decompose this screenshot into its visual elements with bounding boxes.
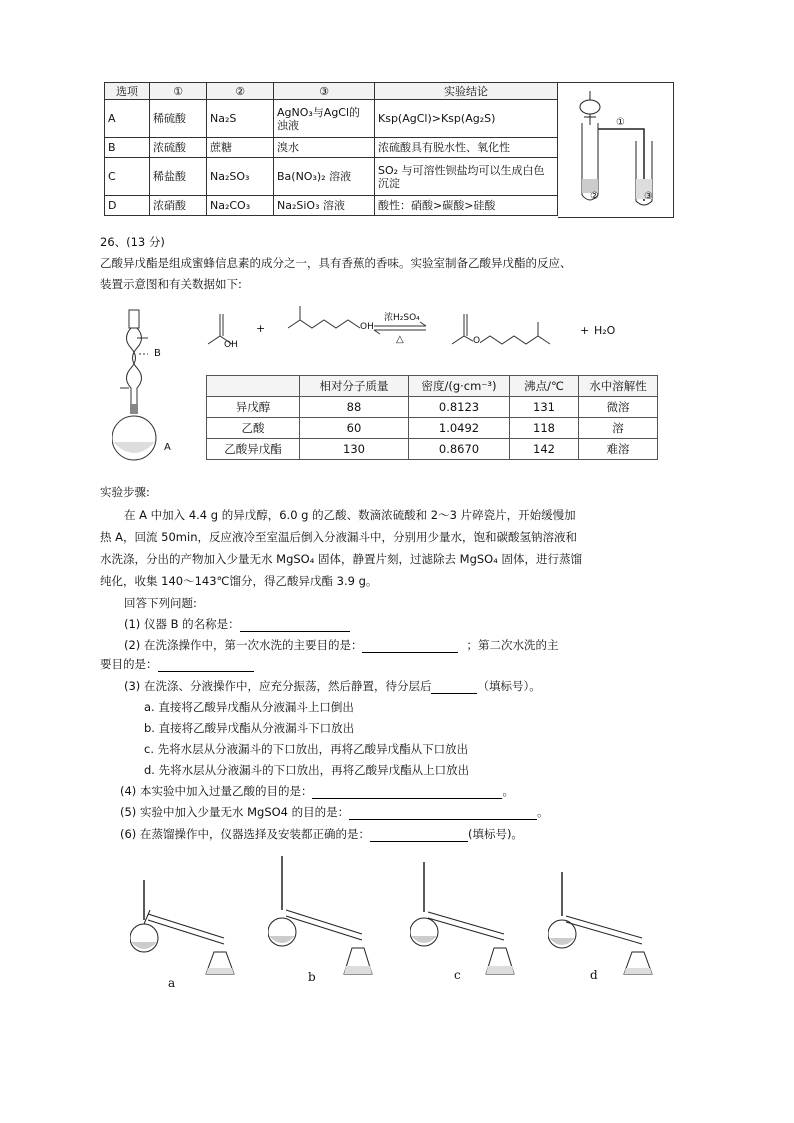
question-2-text-b: ；第二次水洗的主 (466, 638, 559, 652)
table2-cell: 1.0492 (409, 418, 510, 439)
table1-cell: 稀硫酸 (150, 100, 207, 138)
table2-cell: 130 (300, 439, 409, 460)
table1-cell: B (105, 138, 150, 158)
table2-cell: 微溶 (579, 397, 658, 418)
table1-cell: Na₂SO₃ (207, 158, 274, 196)
reflux-apparatus-figure (112, 308, 171, 468)
answer-blank-5[interactable] (349, 807, 537, 820)
question-6-text: (6) 在蒸馏操作中，仪器选择及安装都正确的是： (120, 827, 370, 841)
answer-blank-2b[interactable] (158, 659, 254, 672)
question-3-text: (3) 在洗涤、分液操作中，应充分振荡，然后静置，待分层后 (124, 679, 432, 693)
table2-cell: 60 (300, 418, 409, 439)
question-5-tail: 。 (537, 805, 549, 819)
table1-cell: Ba(NO₃)₂ 溶液 (274, 158, 375, 196)
distillation-option-d-figure (548, 872, 658, 980)
plus-sign-2: + (580, 324, 590, 337)
oh-label-2: OH (360, 322, 374, 332)
distillation-option-b-figure (268, 856, 378, 984)
answer-blank-4[interactable] (312, 786, 502, 799)
question-6-tail: (填标号)。 (467, 827, 523, 841)
distillation-option-a-figure (130, 880, 240, 990)
table1-cell: Na₂CO₃ (207, 196, 274, 216)
distillation-option-c-figure (410, 862, 520, 980)
ester-oxygen: O (473, 336, 481, 346)
option-a-label: a (168, 976, 176, 990)
reaction-equation (204, 300, 624, 360)
question-4 (120, 783, 514, 799)
question-3-tail: （填标号）。 (477, 679, 541, 693)
question-4-text: (4) 本实验中加入过量乙酸的目的是： (120, 784, 313, 798)
table1-cell: 酸性：硝酸>碳酸>硅酸 (375, 196, 558, 216)
table1-header: ① (150, 83, 207, 100)
label-a: A (164, 442, 171, 453)
table1-header: ② (207, 83, 274, 100)
table1-cell: 蔗糖 (207, 138, 274, 158)
table1-cell: SO₂ 与可溶性钡盐均可以生成白色沉淀 (375, 158, 558, 196)
table1-cell: Na₂S (207, 100, 274, 138)
table2-cell: 异戊醇 (207, 397, 300, 418)
label-circle-1: ① (616, 117, 625, 128)
table1-cell: A (105, 100, 150, 138)
answer-blank-6[interactable] (370, 829, 468, 842)
table1-cell: C (105, 158, 150, 196)
answer-blank-3[interactable] (431, 681, 477, 694)
table2-cell: 88 (300, 397, 409, 418)
question-5-text: (5) 实验中加入少量无水 MgSO4 的目的是： (120, 805, 350, 819)
option-d: d. 先将水层从分液漏斗的下口放出，再将乙酸异戊酯从上口放出 (144, 763, 470, 777)
table2-cell: 溶 (579, 418, 658, 439)
answer-blank-2a[interactable] (362, 640, 458, 653)
table2-cell: 142 (510, 439, 579, 460)
table2-header: 相对分子质量 (300, 376, 409, 397)
table1-cell: D (105, 196, 150, 216)
steps-paragraph-2: 热 A，回流 50min，反应液冷至室温后倒入分液漏斗中，分别用少量水，饱和碳酸氢钠溶液和 (100, 530, 577, 544)
questions-lead: 回答下列问题: (124, 596, 197, 610)
table2-cell: 乙酸异戊酯 (207, 439, 300, 460)
table2-cell: 乙酸 (207, 418, 300, 439)
question-6 (120, 826, 523, 842)
table2-cell: 131 (510, 397, 579, 418)
table2-cell: 0.8670 (409, 439, 510, 460)
table1-cell: 浓硝酸 (150, 196, 207, 216)
table1-header: 实验结论 (375, 83, 558, 100)
option-c-label: c (454, 968, 461, 982)
table1-cell: 浓硫酸 (150, 138, 207, 158)
reaction-heat: △ (396, 334, 404, 345)
option-d-label: d (590, 968, 598, 982)
label-circle-3: ③ (644, 191, 653, 202)
table2-cell: 难溶 (579, 439, 658, 460)
table1-cell: AgNO₃与AgCl的浊液 (274, 100, 375, 138)
question-4-tail: 。 (502, 784, 514, 798)
question-intro-1: 乙酸异戊酯是组成蜜蜂信息素的成分之一，具有香蕉的香味。实验室制备乙酸异戊酯的反应、 (100, 256, 572, 270)
steps-paragraph-4: 纯化，收集 140～143℃馏分，得乙酸异戊酯 3.9 g。 (100, 574, 378, 588)
experiment-options-table (104, 82, 558, 216)
table2-cell: 0.8123 (409, 397, 510, 418)
question-intro-2: 装置示意图和有关数据如下: (100, 277, 242, 291)
table1-cell: 稀盐酸 (150, 158, 207, 196)
table1-cell: 溴水 (274, 138, 375, 158)
gas-apparatus-figure (558, 82, 674, 218)
question-2-continued (100, 656, 254, 672)
table2-header: 沸点/℃ (510, 376, 579, 397)
question-number: 26、(13 分) (100, 235, 165, 249)
steps-paragraph-1: 在 A 中加入 4.4 g 的异戊醇，6.0 g 的乙酸、数滴浓硫酸和 2～3 片碎瓷片，开始缓慢加 (124, 508, 576, 522)
question-1-text: (1) 仪器 B 的名称是： (124, 617, 240, 631)
question-2 (124, 637, 558, 653)
table1-header: ③ (274, 83, 375, 100)
table2-header (207, 376, 300, 397)
plus-sign-1: + (256, 322, 266, 335)
question-5 (120, 804, 549, 820)
option-b-label: b (308, 970, 316, 984)
table1-header: 选项 (105, 83, 150, 100)
table2-header: 密度/(g·cm⁻³) (409, 376, 510, 397)
steps-title: 实验步骤: (100, 485, 150, 499)
oh-label-1: OH (224, 340, 238, 350)
label-b: B (154, 348, 161, 359)
water-formula: H₂O (594, 324, 616, 337)
table1-cell: Na₂SiO₃ 溶液 (274, 196, 375, 216)
answer-blank-1[interactable] (240, 619, 350, 632)
question-2-text: (2) 在洗涤操作中，第一次水洗的主要目的是： (124, 638, 363, 652)
table1-cell: 浓硫酸具有脱水性、氧化性 (375, 138, 558, 158)
option-a: a. 直接将乙酸异戊酯从分液漏斗上口倒出 (144, 700, 354, 714)
reaction-condition: 浓H₂SO₄ (384, 313, 420, 323)
question-1 (124, 616, 350, 632)
table2-cell: 118 (510, 418, 579, 439)
table1-cell: Ksp(AgCl)>Ksp(Ag₂S) (375, 100, 558, 138)
table2-header: 水中溶解性 (579, 376, 658, 397)
steps-paragraph-3: 水洗涤，分出的产物加入少量无水 MgSO₄ 固体，静置片刻，过滤除去 MgSO₄ 固体，进行蒸馏 (100, 552, 582, 566)
question-2-text-c: 要目的是： (100, 657, 158, 671)
question-3 (124, 678, 541, 694)
option-c: c. 先将水层从分液漏斗的下口放出，再将乙酸异戊酯从下口放出 (144, 742, 469, 756)
label-circle-2: ② (590, 191, 599, 202)
physical-data-table (206, 375, 658, 460)
option-b: b. 直接将乙酸异戊酯从分液漏斗下口放出 (144, 721, 355, 735)
